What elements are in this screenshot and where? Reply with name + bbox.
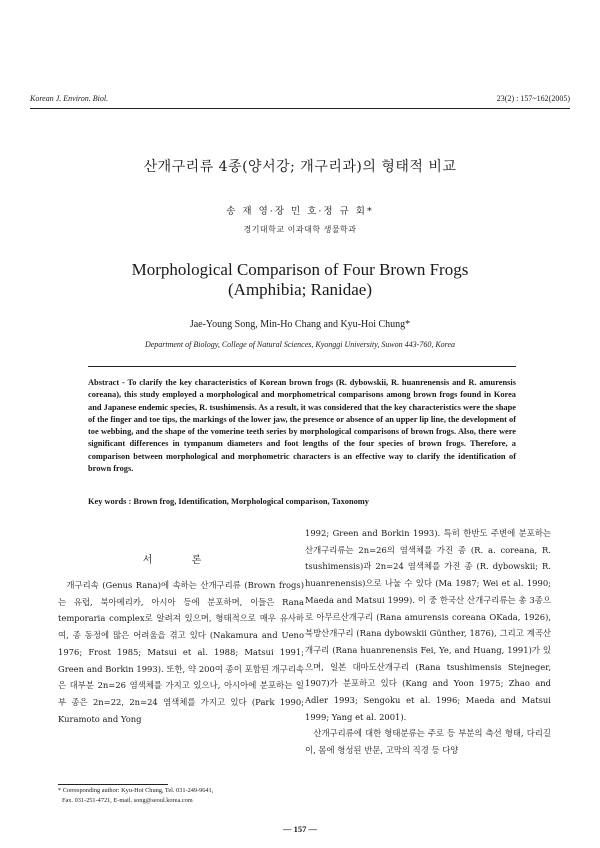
abstract-rule	[88, 366, 516, 367]
english-authors: Jae-Young Song, Min-Ho Chang and Kyu-Hoi Chung*	[189, 319, 411, 330]
english-affiliation: Department of Biology, College of Natural Sciences, Kyonggi University, Suwon 443-760, Korea	[144, 340, 456, 349]
korean-affiliation: 경기대학교 이과대학 생물학과	[243, 225, 357, 234]
korean-title: 산개구리류 4종(양서강; 개구리과)의 형태적 비교	[143, 159, 457, 175]
footnote-line: * Corresponding author: Kyu-Hoi Chung, Tel. 031-249-9641,	[58, 787, 214, 794]
footnote	[58, 786, 304, 805]
english-title-line2: (Amphibia; Ranidae)	[228, 280, 372, 299]
body-paragraph: 1992; Green and Borkin 1993). 특히 한반도 주변에 분포하는 산개구리류는 2n=26의 염색체를 가진 종 (R. a. coreana, R. tsushimensis)과 2n=24 염색체를 가진 종 (R. dybowskii; R. huanrenensis)으로 나눌 수 있다 (Ma 1987; Wei et al. 1990; Maeda and Matsui 1999). 이 중 한국산 산개구리류는 총 3종으로 아무르산개구리 (Rana amurensis coreana OKada, 1926), 북방산개구리 (Rana dybowskii Günther, 1876), 그리고 계곡산개구리 (Rana huanrenensis Fei, Ye, and Huang, 1991)가 있으며, 일본 대마도산개구리 (Rana tsushimensis Stejneger, 1907)가 분포하고 있다 (Kang and Yoon 1975; Zhao and Adler 1993; Sengoku et al. 1996; Maeda and Matsui 1999; Yang et al. 2001).	[305, 528, 551, 722]
abstract-text: Abstract - To clarify the key characteristics of Korean brown frogs (R. dybowskii, R. huanrenensis and R. amurensis coreana), this study employed a morphological and morphometrical comparisons among brown frogs found in Korea and Japanese endemic species, R. tsushimensis. As a result, it was considered that the key characteristics were the shape of the finger and toe tips, the markings of the lower jaw, the presence or absence of an upper lip line, the development of toe webbing, and the shape of the vomerine teeth series by morphological comparisons of brown frogs. Also, there were significant differences in tympanum diameters and foot lengths of the four species of brown frogs. Therefore, a comparison between morphological and morphometric characters is an effective way to clarify the identification of brown frogs.	[88, 378, 516, 474]
korean-authors: 송 재 영·장 민 호·정 규 회*	[226, 206, 374, 217]
right-column	[305, 525, 551, 759]
left-column	[58, 577, 304, 727]
journal-name: Korean J. Environ. Biol.	[30, 94, 109, 103]
section-title: 서 론	[142, 555, 220, 566]
body-paragraph: 개구리속 (Genus Rana)에 속하는 산개구리류 (Brown frogs)는 유럽, 북아메리카, 아시아 등에 분포하며, 이들은 Rana temporaria complex로 알려져 있으며, 형태적으로 매우 유사하여, 종 동정에 많은 어려움을 겪고 있다 (Nakamura and Ueno 1976; Frost 1985; Matsui et al. 1988; Matsui 1991; Green and Borkin 1993). 또한, 약 200여 종이 포함된 개구리속은 대부분 2n=26 염색체를 가지고 있으나, 아시아에 분포하는 일부 종은 2n=22, 2n=24 염색체를 가지고 있다 (Park 1990; Kuramoto and Yong	[58, 580, 304, 724]
header-rule	[30, 108, 570, 109]
footnote-rule	[58, 784, 168, 785]
english-title-line1: Morphological Comparison of Four Brown Frogs	[131, 260, 469, 279]
body-paragraph: 산개구리류에 대한 형태분류는 주로 등 부분의 측선 형태, 다리길이, 몸에 형성된 반문, 고막의 직경 등 다양	[305, 728, 551, 756]
page-number: — 157 —	[283, 824, 317, 834]
english-title	[0, 260, 600, 300]
journal-citation: 23(2) : 157~162(2005)	[496, 94, 570, 103]
footnote-line: Fax. 031-251-4721, E-mail. song@seoul.korea.com	[62, 796, 193, 804]
keywords: Key words : Brown frog, Identification, Morphological comparison, Taxonomy	[88, 497, 369, 506]
